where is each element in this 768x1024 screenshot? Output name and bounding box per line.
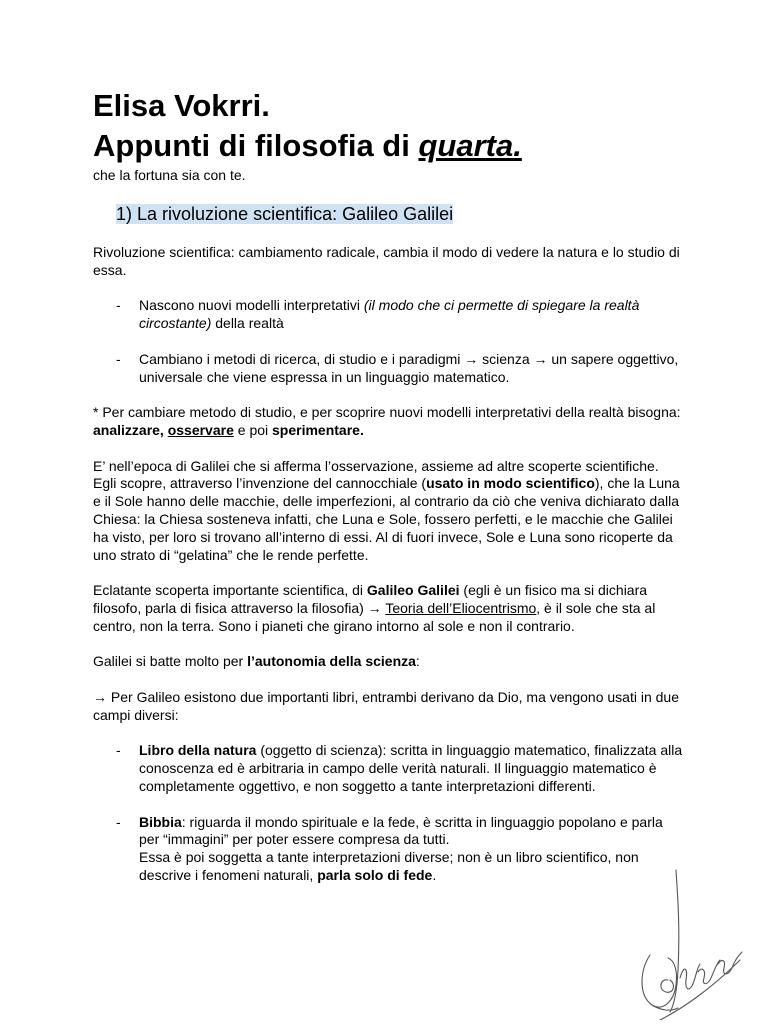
document-body [93,86,683,885]
list-dash: - [116,350,121,367]
paragraph-text: Galilei si batte molto per [93,653,248,670]
list-dash: - [116,297,121,314]
handwritten-signature [630,860,750,1020]
section-heading [116,202,683,226]
list-bold: Bibbia [139,813,182,830]
list-item [93,351,683,387]
paragraph-text: , è il sole che sta al centro, non la terra. Sono i pianeti che girano intorno al sole e non il contrario. [93,599,656,634]
paragraph-note [93,404,683,440]
note-text: e poi [233,421,273,438]
author-name: Elisa Vokrri. [93,88,270,123]
list-text: Nascono nuovi modelli interpretativi [139,297,364,314]
list-text: Essa è poi soggetta a tante interpretazioni diverse; non è un libro scientifico, non descrive i fenomeni naturali, [139,849,639,883]
title-main: Appunti di filosofia di [93,128,419,163]
paragraph-underlined: Teoria dell’Eliocentrismo [385,599,537,616]
list-text: : riguarda il mondo spirituale e la fede, è scritta in linguaggio popolano e parla per “immagini” per poter essere compresa da tutti. [139,813,663,848]
note-bold: sperimentare. [272,421,364,438]
list-item [93,814,683,885]
paragraph-text: E’ nell’epoca di Galilei che si afferma l’osservazione, assieme ad altre scoperte scientifiche. Egli scopre, attraverso l’invenzione del cannocchiale ( [93,457,659,492]
subtitle: che la fortuna sia con te. [93,167,246,183]
list-dash: - [116,813,121,830]
paragraph-bold: Galileo Galilei [366,582,460,599]
paragraph-autonomy [93,653,683,671]
note-bold: analizzare, [93,421,168,438]
paragraph-intro: Rivoluzione scientifica: cambiamento radicale, cambia il modo di vedere la natura e lo studio di essa. [93,244,680,278]
paragraph-observation [93,458,683,565]
section-heading-text: 1) La rivoluzione scientifica: Galileo Galilei [116,204,454,224]
note-bold-underlined: osservare [167,421,234,438]
list-bold: parla solo di fede [317,866,433,883]
list-dash: - [116,742,121,759]
list-text: (oggetto di scienza): scritta in linguaggio matematico, finalizzata alla conoscenza ed è arbitraria in campo delle verità naturali. Il linguaggio matematico è completamente oggettivo, e non soggetto a tante interpretazioni differenti. [139,742,683,794]
list-text: Cambiano i metodi di ricerca, di studio e i paradigmi → scienza → un sapere oggettivo, universale che viene espressa in un linguaggio matematico. [139,350,679,385]
paragraph-heliocentrism [93,582,683,635]
paragraph-text: (egli è un fisico ma si dichiara filosofo, parla di fisica attraverso la filosofia) → [93,582,648,616]
document-title [93,126,683,166]
paragraph-text: ), che la Luna e il Sole hanno delle macchie, delle imperfezioni, al contrario da ciò che veniva dichiarato dalla Chiesa: la Chiesa sosteneva infatti, che Luna e Sole, fossero perfetti, e le macchie che Galilei ha visto, per loro si trovano all’interno di essi. Al di fuori invece, Sole e Luna sono ricoperte da uno strato di “gelatina” che le rende perfette. [93,475,680,563]
list-item [93,297,683,333]
note-text: * Per cambiare metodo di studio, e per scoprire nuovi modelli interpretativi della realtà bisogna: [93,404,681,421]
list-bold: Libro della natura [139,742,257,759]
list-italic-text: (il modo che ci permette di spiegare la realtà circostante) [139,297,640,332]
list-text: della realtà [211,315,284,332]
list-item [93,742,683,795]
paragraph-bold: l’autonomia della scienza [247,653,416,670]
list-text: . [432,866,437,883]
paragraph-bold: usato in modo scientifico [426,475,595,492]
title-underlined: quarta. [418,128,522,163]
paragraph-text: Eclatante scoperta importante scientifica, di [93,582,367,599]
paragraph-two-books: → Per Galileo esistono due importanti libri, entrambi derivano da Dio, ma vengono usati in due campi diversi: [93,688,679,723]
paragraph-text: : [415,653,420,670]
